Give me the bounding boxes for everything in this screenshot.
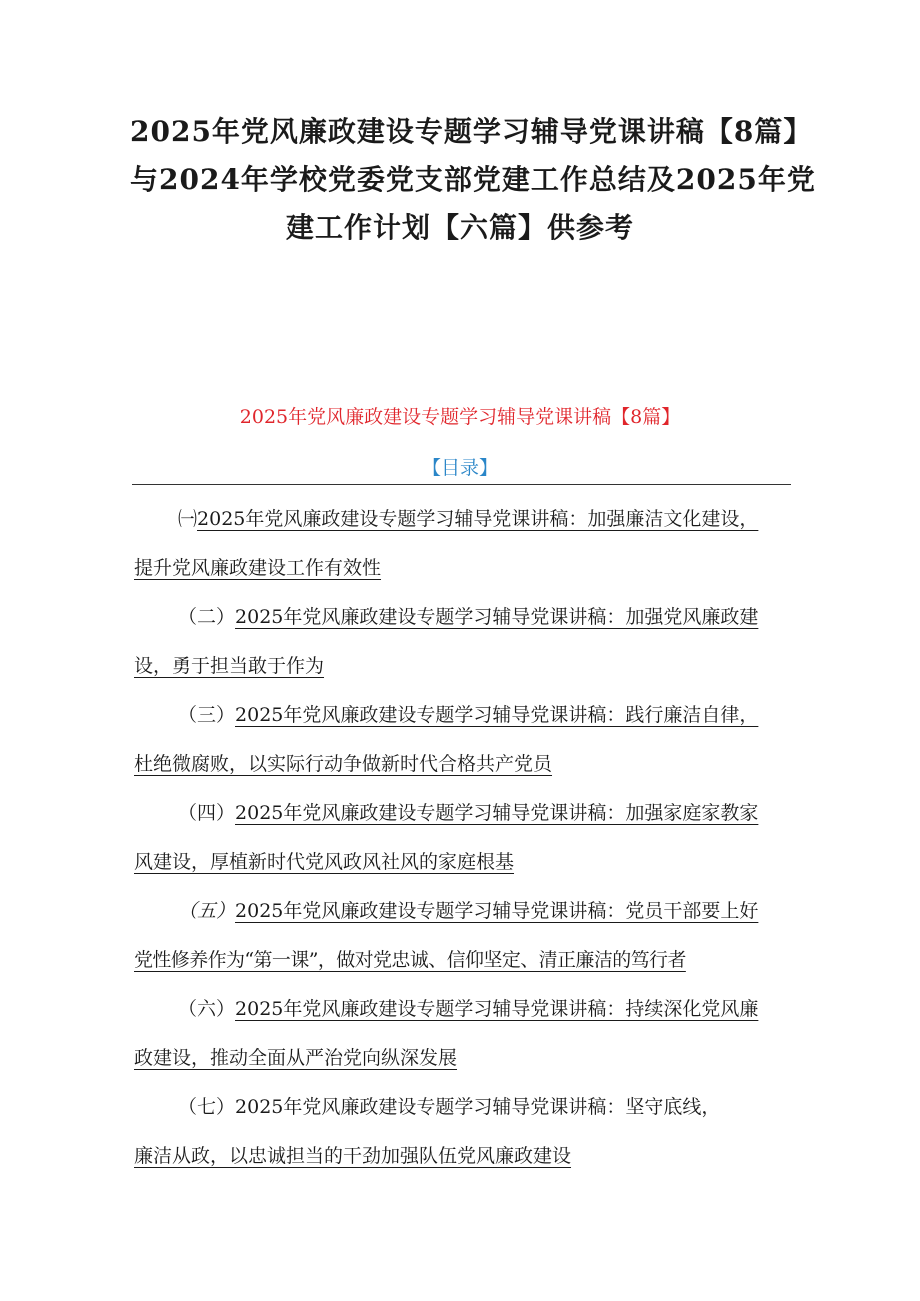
toc-divider — [132, 484, 791, 485]
toc-item-6-line-1[interactable] — [134, 990, 790, 1039]
toc-link-text[interactable]: 政建设，推动全面从严治党向纵深发展 — [134, 1047, 458, 1069]
toc-item-7-line-2[interactable] — [134, 1137, 790, 1186]
toc-item-3-line-2[interactable] — [134, 745, 790, 794]
toc-item-4-line-1[interactable] — [134, 794, 790, 843]
document-title-line-1: 2025年党风廉政建设专题学习辅导党课讲稿【8篇】 — [130, 115, 813, 148]
toc-item-number: （六） — [178, 998, 236, 1020]
toc-link-text[interactable]: 2025年党风廉政建设专题学习辅导党课讲稿：坚守底线， — [235, 1096, 721, 1118]
toc-link-text[interactable]: 设，勇于担当敢于作为 — [134, 655, 325, 677]
toc-link-text[interactable]: 2025年党风廉政建设专题学习辅导党课讲稿：加强廉洁文化建设， — [197, 508, 759, 530]
toc-item-5[interactable] — [134, 892, 790, 990]
toc-heading: 【目录】 — [421, 457, 498, 479]
toc-link-text[interactable]: 杜绝微腐败，以实际行动争做新时代合格共产党员 — [134, 753, 553, 775]
toc-item-7-line-1[interactable] — [134, 1088, 790, 1137]
document-title-line-3: 建工作计划【六篇】供参考 — [285, 211, 634, 244]
toc-link-text[interactable]: 2025年党风廉政建设专题学习辅导党课讲稿：持续深化党风廉 — [235, 998, 759, 1020]
toc-item-1-line-2[interactable] — [134, 549, 790, 598]
toc-item-1-line-1[interactable] — [134, 500, 790, 549]
toc-item-2-line-1[interactable] — [134, 598, 790, 647]
toc-item-2-line-2[interactable] — [134, 647, 790, 696]
toc-item-6-line-2[interactable] — [134, 1039, 790, 1088]
toc-item-1[interactable] — [134, 500, 790, 598]
toc-link-text[interactable]: 2025年党风廉政建设专题学习辅导党课讲稿：党员干部要上好 — [235, 900, 759, 922]
toc-item-3[interactable] — [134, 696, 790, 794]
toc-item-number: （三） — [178, 704, 236, 726]
document-title — [130, 108, 816, 252]
toc-item-6[interactable] — [134, 990, 790, 1088]
toc-item-4-line-2[interactable] — [134, 843, 790, 892]
document-title-line-2: 与2024年学校党委党支部党建工作总结及2025年党 — [130, 163, 816, 196]
toc-item-number: ㈠ — [178, 508, 198, 530]
table-of-contents — [134, 500, 790, 1186]
toc-link-text[interactable]: 提升党风廉政建设工作有效性 — [134, 557, 382, 579]
toc-item-number: （七） — [178, 1096, 236, 1118]
toc-item-5-line-2[interactable] — [134, 941, 790, 990]
section-title: 2025年党风廉政建设专题学习辅导党课讲稿【8篇】 — [239, 406, 681, 428]
toc-item-3-line-1[interactable] — [134, 696, 790, 745]
toc-link-text[interactable]: 廉洁从政，以忠诚担当的干劲加强队伍党风廉政建设 — [134, 1145, 572, 1167]
toc-link-text[interactable]: 2025年党风廉政建设专题学习辅导党课讲稿：加强家庭家教家 — [235, 802, 759, 824]
toc-item-number: （二） — [178, 606, 236, 628]
toc-link-text[interactable]: 党性修养作为“第一课”，做对党忠诚、信仰坚定、清正廉洁的笃行者 — [134, 949, 686, 971]
toc-link-text[interactable]: 2025年党风廉政建设专题学习辅导党课讲稿：加强党风廉政建 — [235, 606, 759, 628]
toc-item-5-line-1[interactable] — [134, 892, 790, 941]
toc-item-2[interactable] — [134, 598, 790, 696]
toc-item-4[interactable] — [134, 794, 790, 892]
toc-item-number: （四） — [178, 802, 236, 824]
toc-item-7[interactable] — [134, 1088, 790, 1186]
toc-item-number: （五） — [178, 900, 236, 922]
toc-link-text[interactable]: 2025年党风廉政建设专题学习辅导党课讲稿：践行廉洁自律， — [235, 704, 759, 726]
toc-link-text[interactable]: 风建设，厚植新时代党风政风社风的家庭根基 — [134, 851, 515, 873]
